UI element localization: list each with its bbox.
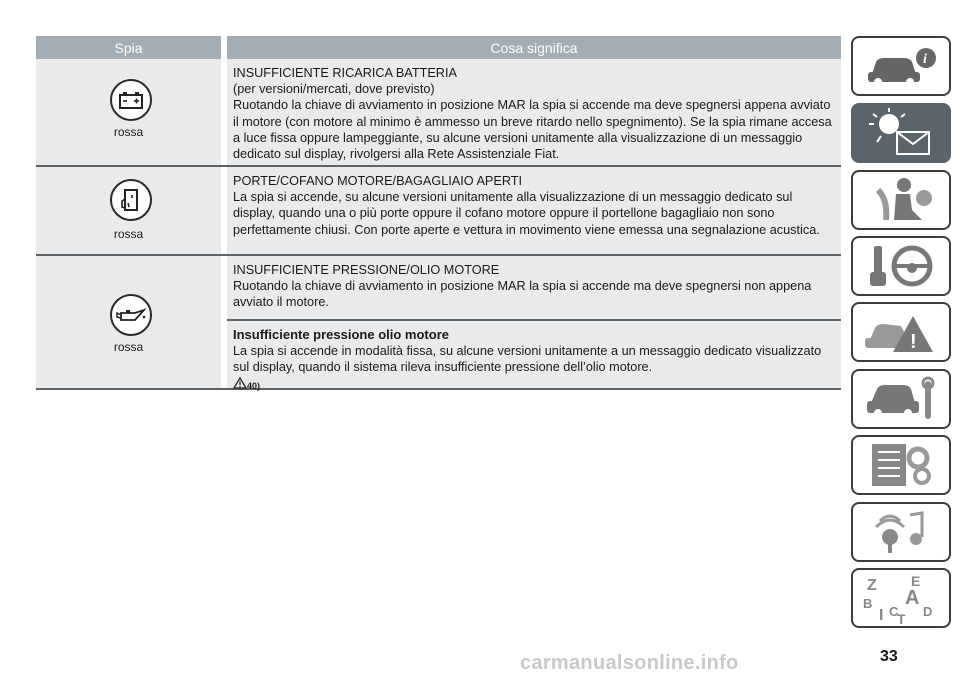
svg-text:i: i — [923, 52, 927, 67]
car-info-icon — [862, 44, 940, 88]
car-wrench-icon — [863, 375, 939, 423]
header-cosa-significa: Cosa significa — [490, 39, 578, 56]
spec-sheet-gear-icon — [866, 440, 936, 490]
seat-airbag-icon — [866, 176, 936, 224]
tab-starting-driving[interactable] — [851, 236, 951, 296]
table-row — [36, 256, 841, 390]
tab-technical-data[interactable] — [851, 435, 951, 495]
svg-text:E: E — [911, 573, 921, 589]
oil-can-icon — [110, 294, 152, 336]
color-label: rossa — [113, 340, 144, 354]
table-row — [36, 59, 841, 167]
tab-emergency[interactable] — [851, 302, 951, 362]
tab-safety[interactable] — [851, 170, 951, 230]
tab-car-info[interactable] — [851, 36, 951, 96]
warning-triangle-icon — [233, 377, 247, 394]
svg-text:I: I — [879, 607, 884, 624]
warning-lights-table — [36, 36, 841, 390]
warning-reference[interactable] — [233, 377, 835, 394]
car-accident-icon — [861, 308, 941, 356]
header-spia: Spia — [114, 39, 143, 56]
row-text: La spia si accende, su alcune versioni unitamente alla visualizzazione di un messaggio dedicato sul display, quando una o più porte oppure il cofano motore oppure il portellone bagagliaio non sono perfettamente chiusi. Con porte aperte e vettura in movimento viene emessa una segnalazione acustica. — [233, 190, 820, 237]
table-row — [36, 167, 841, 256]
svg-text:D: D — [923, 604, 933, 619]
battery-icon — [110, 79, 152, 121]
alphabet-index-icon — [861, 572, 941, 624]
row-text: Ruotando la chiave di avviamento in posizione MAR la spia si accende ma deve spegnersi non appena avviato il motore. — [233, 279, 812, 310]
key-steering-wheel-icon — [864, 242, 938, 290]
door-open-icon — [110, 179, 152, 221]
row-title: PORTE/COFANO MOTORE/BAGAGLIAIO APERTI — [233, 174, 523, 188]
color-label: rossa — [113, 125, 144, 139]
warning-light-message-icon — [861, 108, 941, 158]
svg-text:A: A — [905, 587, 920, 609]
subsection — [227, 319, 841, 395]
page-number: 33 — [880, 648, 898, 665]
tab-index[interactable] — [851, 568, 951, 628]
warning-ref-number: 40) — [247, 380, 261, 391]
row-note: (per versioni/mercati, dove previsto) — [233, 82, 435, 97]
row-title: INSUFFICIENTE RICARICA BATTERIA — [233, 66, 457, 80]
svg-text:T: T — [897, 611, 906, 624]
row-text: Ruotando la chiave di avviamento in posizione MAR la spia si accende ma deve spegnersi appena avviato il motore (con motore al minimo è ammesso un breve ritardo nello spegnimento). Se la spia rimane accesa a luce fissa oppure lampeggiante, su alcune versioni unitamente alla visualizzazione di un messaggio dedicato sul display, rivolgersi alla Rete Assistenziale Fiat. — [233, 98, 832, 162]
svg-text:C: C — [889, 604, 899, 619]
row-title: INSUFFICIENTE PRESSIONE/OLIO MOTORE — [233, 263, 500, 277]
tab-maintenance[interactable] — [851, 369, 951, 429]
svg-text:B: B — [863, 596, 873, 611]
table-header — [36, 36, 841, 59]
tab-warning-lights[interactable] — [851, 103, 951, 163]
color-label: rossa — [113, 227, 144, 241]
sub-text: La spia si accende in modalità fissa, su alcune versioni unitamente a un messaggio dedicato visualizzato sul display, quando il sistema rileva insufficiente pressione dell’olio motore. — [233, 343, 822, 374]
svg-text:!: ! — [910, 331, 917, 353]
subheading: Insufficiente pressione olio motore — [233, 326, 449, 342]
tab-multimedia[interactable] — [851, 502, 951, 562]
watermark: carmanualsonline.info — [520, 652, 739, 674]
music-nav-icon — [866, 507, 936, 557]
svg-text:Z: Z — [867, 577, 877, 594]
